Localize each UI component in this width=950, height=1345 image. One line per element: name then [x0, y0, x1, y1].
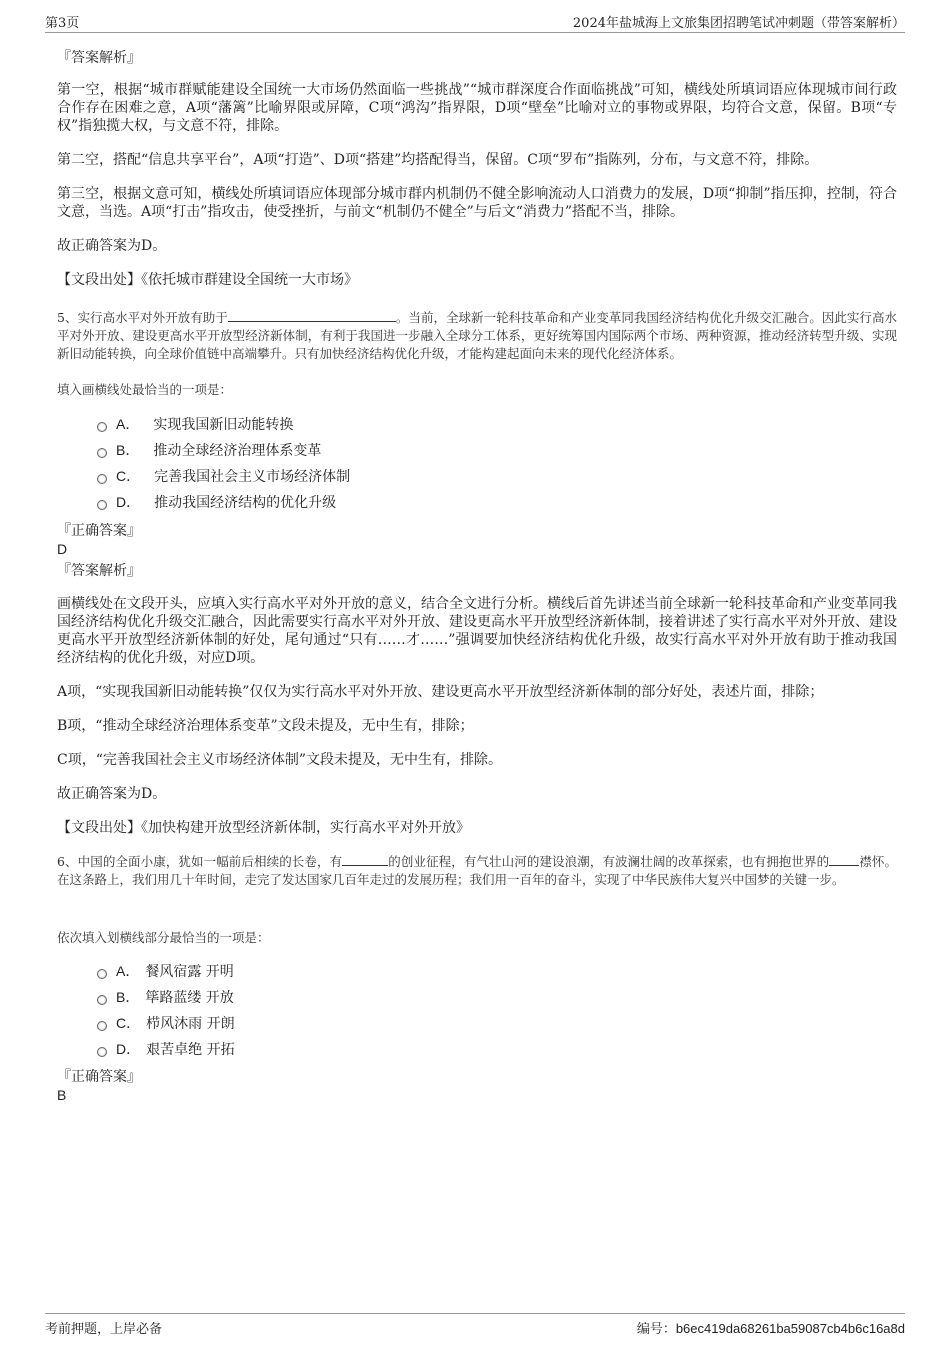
- q6-stem-part-2: 的创业征程，有气壮山河的建设浪潮，有波澜壮阔的改革探索，也有拥抱世界的: [388, 854, 830, 869]
- page-header: [45, 12, 905, 33]
- option-text: 实现我国新旧动能转换: [153, 417, 294, 433]
- page-number: 第3页: [45, 16, 80, 31]
- option-key: C．: [116, 1015, 141, 1031]
- option-key: B．: [116, 442, 140, 458]
- radio-icon[interactable]: [97, 500, 107, 510]
- q5-option-d[interactable]: [97, 489, 797, 515]
- q4-analysis-para-2: 第二空，搭配“信息共享平台”，A项“打造”、D项“搭建”均搭配得当，保留。C项“罗布”指陈列，分布，与文意不符，排除。: [57, 152, 819, 168]
- q6-option-d[interactable]: [97, 1036, 797, 1062]
- q4-source: 【文段出处】《依托城市群建设全国统一大市场》: [57, 272, 358, 288]
- q6-stem-part-3: 襟怀。在这条路上，我们用几十年时间，走完了发达国家几百年走过的发展历程；我们用一百年的奋斗，实现了中华民族伟大复兴中国梦的关键一步。: [57, 854, 897, 887]
- option-text: 完善我国社会主义市场经济体制: [154, 469, 351, 485]
- q5-blank: [228, 309, 396, 322]
- radio-icon[interactable]: [97, 995, 107, 1005]
- q5-analysis-label: 『答案解析』: [57, 563, 141, 579]
- q5-analysis-para-2: A项，“实现我国新旧动能转换”仅仅为实行高水平对外开放、建设更高水平开放型经济新体制的部分好处，表述片面，排除；: [57, 684, 824, 700]
- option-text: 筚路蓝缕 开放: [145, 990, 234, 1006]
- q6-stem-part-1: 6、中国的全面小康，犹如一幅前后相续的长卷，有: [57, 854, 343, 869]
- radio-icon[interactable]: [97, 448, 107, 458]
- radio-icon[interactable]: [97, 1047, 107, 1057]
- q4-conclusion: 故正确答案为D。: [57, 238, 167, 254]
- option-key: B．: [116, 989, 140, 1005]
- document-title: 2024年盐城海上文旅集团招聘笔试冲刺题（带答案解析）: [572, 16, 905, 31]
- q6-correct-answer: B: [57, 1087, 67, 1103]
- document-code: [637, 1318, 905, 1338]
- q6-stem: [57, 853, 897, 889]
- q4-analysis-para-3: 第三空，根据文意可知，横线处所填词语应体现部分城市群内机制仍不健全影响流动人口消费力的发展，D项“抑制”指压抑，控制，符合文意，当选。A项“打击”指攻击，使受挫折，与前文“机制仍不健全”与后文“消费力”搭配不当，排除。: [57, 186, 897, 220]
- option-text: 推动全球经济治理体系变革: [153, 443, 322, 459]
- option-key: D．: [116, 1041, 141, 1057]
- option-text: 栉风沐雨 开朗: [146, 1016, 235, 1032]
- page-footer: [45, 1313, 905, 1338]
- q6-correct-label: 『正确答案』: [57, 1069, 141, 1085]
- option-key: A．: [116, 963, 140, 979]
- option-text: 艰苦卓绝 开拓: [146, 1042, 235, 1058]
- q5-conclusion: 故正确答案为D。: [57, 786, 167, 802]
- q5-correct-label: 『正确答案』: [57, 523, 141, 539]
- document-code-label: 编号：: [636, 1322, 676, 1337]
- radio-icon[interactable]: [97, 422, 107, 432]
- q5-option-b[interactable]: [97, 437, 797, 463]
- q5-analysis-para-3: B项，“推动全球经济治理体系变革”文段未提及，无中生有，排除；: [57, 718, 474, 734]
- q5-source: 【文段出处】《加快构建开放型经济新体制，实行高水平对外开放》: [57, 820, 470, 836]
- q5-correct-answer: D: [57, 541, 68, 557]
- option-key: C．: [116, 468, 141, 484]
- radio-icon[interactable]: [97, 474, 107, 484]
- q5-option-a[interactable]: [97, 411, 797, 437]
- option-text: 餐风宿露 开明: [145, 964, 234, 980]
- q5-option-c[interactable]: [97, 463, 797, 489]
- q5-analysis-para-1: 画横线处在文段开头，应填入实行高水平对外开放的意义，结合全文进行分析。横线后首先讲述当前全球新一轮科技革命和产业变革同我国经济结构优化升级交汇融合，因此需要实行高水平对外开放、建设更高水平开放型经济新体制，接着讲述了实行高水平对外开放、建设更高水平开放型经济新体制的好处，尾句通过“只有……才……”强调要加快经济结构优化升级，故实行高水平对外开放有助于推动我国经济结构的优化升级，对应D项。: [57, 596, 897, 666]
- q5-stem-body: 。当前，全球新一轮科技革命和产业变革同我国经济结构优化升级交汇融合。因此实行高水平对外开放、建设更高水平开放型经济新体制，有利于我国进一步融入全球分工体系，更好统筹国内国际两个市场、两种资源，推动经济转型升级、实现新旧动能转换，向全球价值链中高端攀升。只有加快经济结构优化升级，才能构建起面向未来的现代化经济体系。: [57, 310, 897, 361]
- q6-prompt: 依次填入划横线部分最恰当的一项是：: [57, 930, 270, 945]
- document-code-value: b6ec419da68261ba59087cb4b6c16a8d: [675, 1321, 905, 1336]
- q5-prompt: 填入画横线处最恰当的一项是：: [57, 382, 233, 397]
- q5-stem-prefix: 5、实行高水平对外开放有助于: [57, 310, 228, 325]
- footer-slogan: 考前押题，上岸必备: [45, 1322, 163, 1337]
- q6-blank-1: [342, 853, 388, 866]
- q6-option-a[interactable]: [97, 958, 797, 984]
- q5-stem: [57, 309, 897, 363]
- q6-option-b[interactable]: [97, 984, 797, 1010]
- option-text: 推动我国经济结构的优化升级: [154, 495, 337, 511]
- q5-analysis-para-4: C项，“完善我国社会主义市场经济体制”文段未提及，无中生有，排除。: [57, 752, 503, 768]
- radio-icon[interactable]: [97, 1021, 107, 1031]
- q5-options: [97, 411, 797, 515]
- q6-blank-2: [829, 853, 859, 866]
- option-key: D．: [116, 494, 141, 510]
- q4-analysis-para-1: 第一空，根据“城市群赋能建设全国统一大市场仍然面临一些挑战”“城市群深度合作面临挑战”可知，横线处所填词语应体现城市间行政合作存在困难之意，A项“藩篱”比喻界限或屏障，C项“鸿沟”指界限，D项“壁垒”比喻对立的事物或界限，均符合文意，保留。B项“专权”指独揽大权，与文意不符，排除。: [57, 82, 897, 134]
- q4-analysis-label: 『答案解析』: [57, 50, 141, 66]
- q6-option-c[interactable]: [97, 1010, 797, 1036]
- q6-options: [97, 958, 797, 1062]
- radio-icon[interactable]: [97, 969, 107, 979]
- option-key: A．: [116, 416, 140, 432]
